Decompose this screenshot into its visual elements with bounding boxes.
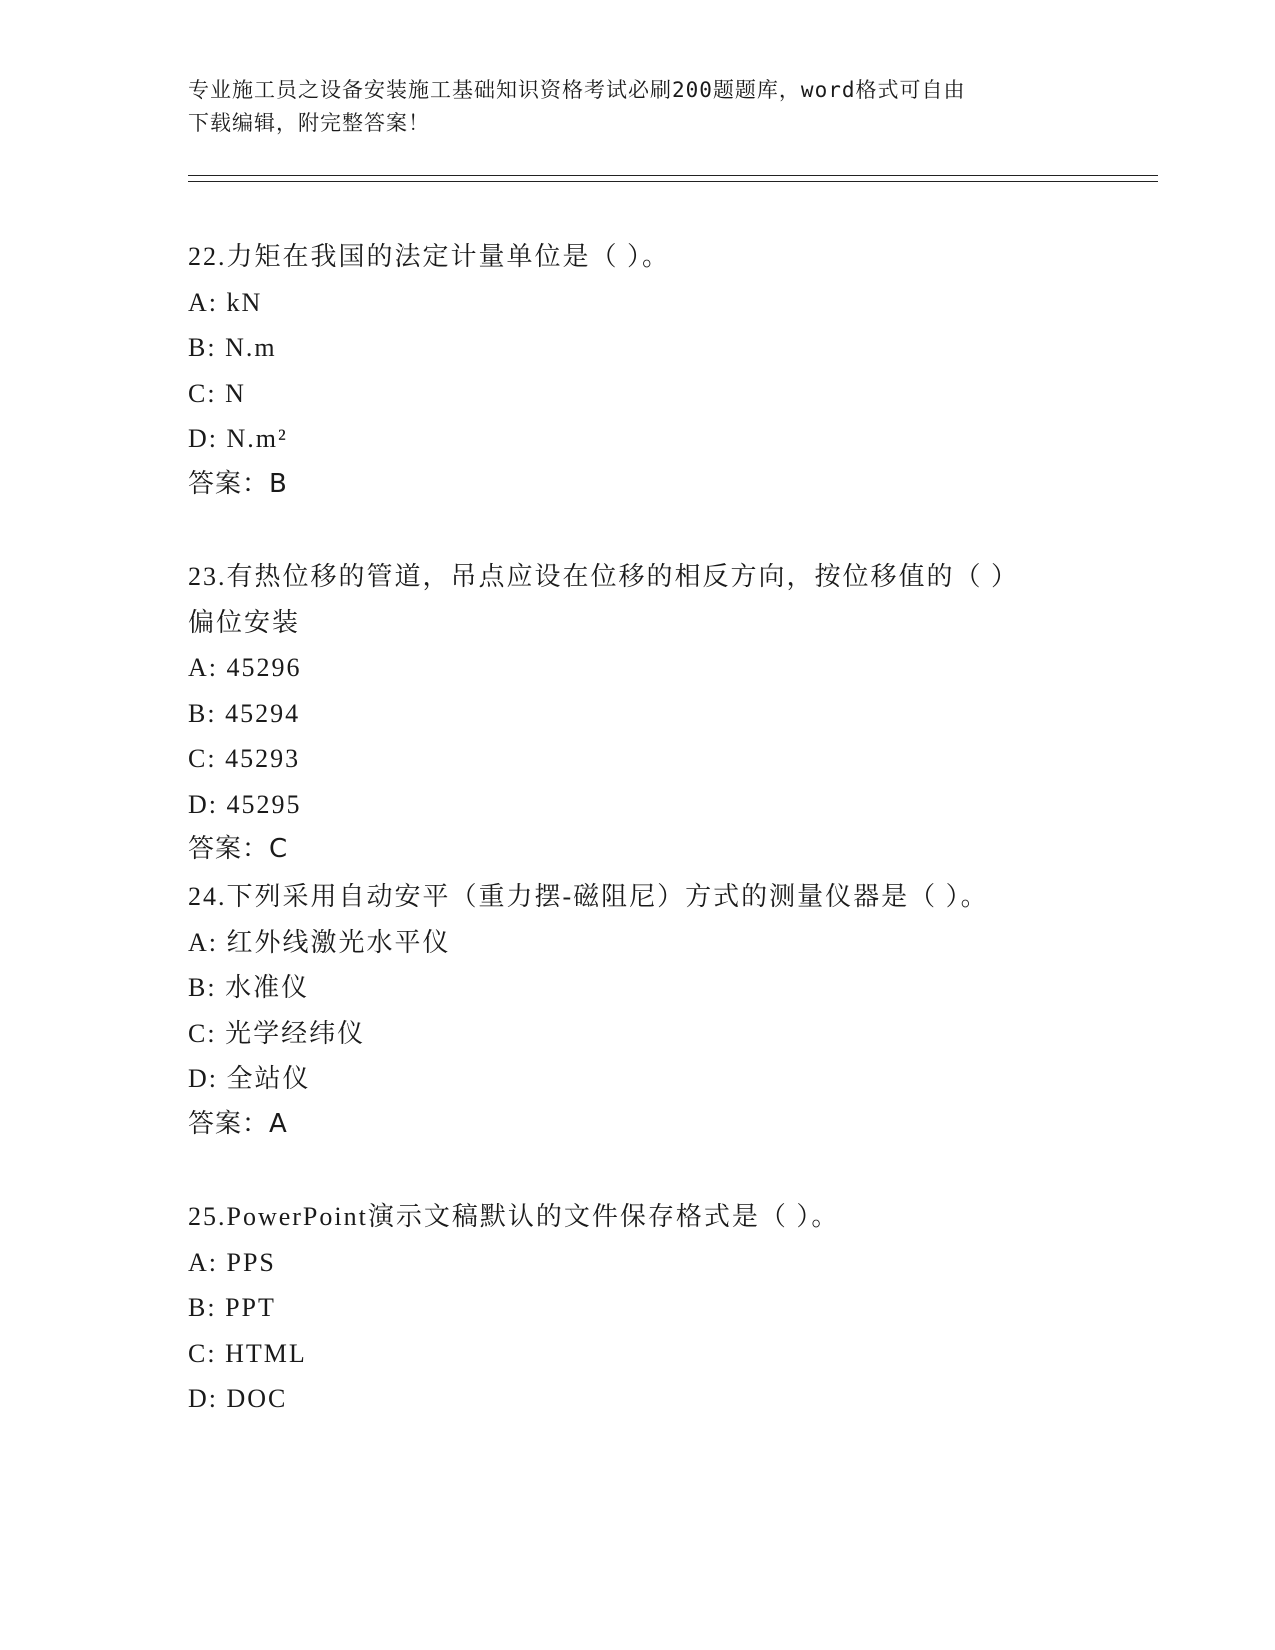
- question-25: [188, 1194, 1088, 1422]
- option-b: B: PPT: [188, 1293, 276, 1322]
- option-b: B: N.m: [188, 333, 277, 362]
- option-c: C: HTML: [188, 1338, 307, 1368]
- header-divider-bottom: [188, 181, 1158, 182]
- question-stem: 23.有热位移的管道，吊点应设在位移的相反方向，按位移值的（ ）: [188, 562, 1020, 591]
- option-a: A: 红外线激光水平仪: [188, 927, 451, 957]
- answer-line: 答案：B: [188, 468, 288, 499]
- question-24: [188, 874, 1088, 1147]
- question-stem: 24.下列采用自动安平（重力摆-磁阻尼）方式的测量仪器是（ ）。: [188, 882, 989, 911]
- question-stem: 25.PowerPoint演示文稿默认的文件保存格式是（ ）。: [188, 1202, 840, 1231]
- answer-line: 答案：C: [188, 834, 289, 864]
- header-line-1: 专业施工员之设备安装施工基础知识资格考试必刷200题题库，word格式可自由: [188, 78, 966, 102]
- question-stem-continued: 偏位安装: [188, 607, 301, 637]
- option-b: B: 45294: [188, 698, 301, 728]
- option-d: D: DOC: [188, 1384, 288, 1413]
- answer-line: 答案：A: [188, 1108, 288, 1139]
- option-c: C: 45293: [188, 744, 301, 773]
- option-a: A: kN: [188, 287, 263, 317]
- option-c: C: N: [188, 378, 246, 408]
- option-a: A: PPS: [188, 1247, 276, 1277]
- document-header: [188, 74, 1088, 140]
- question-22: [188, 234, 1088, 507]
- option-d: D: 45295: [188, 789, 302, 819]
- question-23: [188, 554, 1088, 873]
- question-stem: 22.力矩在我国的法定计量单位是（ ）。: [188, 242, 671, 271]
- option-a: A: 45296: [188, 653, 302, 682]
- option-b: B: 水准仪: [188, 973, 310, 1002]
- option-c: C: 光学经纬仪: [188, 1018, 366, 1048]
- option-d: D: N.m²: [188, 424, 288, 453]
- header-line-2: 下载编辑，附完整答案！: [188, 111, 430, 135]
- option-d: D: 全站仪: [188, 1064, 311, 1093]
- header-divider-top: [188, 175, 1158, 176]
